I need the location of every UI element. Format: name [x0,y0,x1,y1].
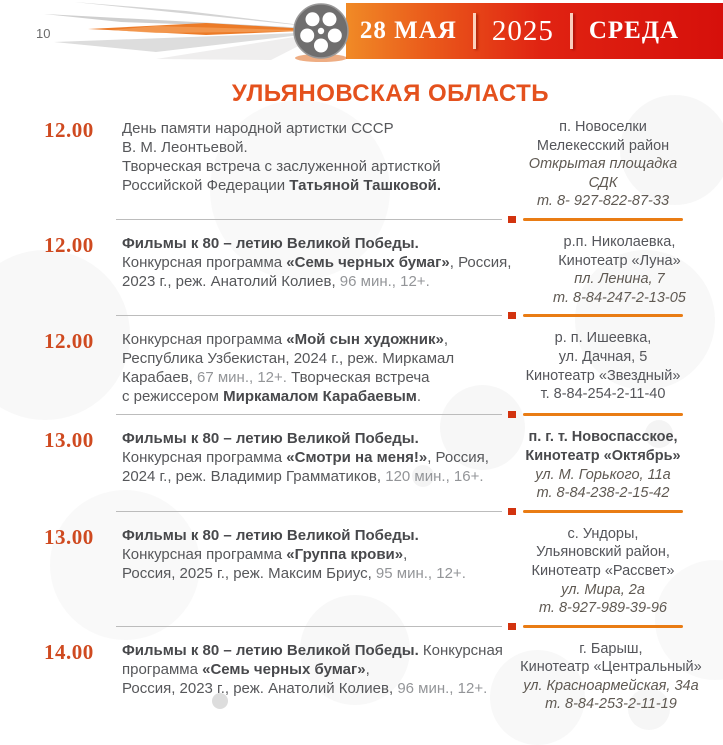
description-segment: Конкурсная программа [122,449,287,467]
film-reel-icon [291,1,351,63]
event-divider [44,215,711,224]
location-line: п. Новоселки [559,119,647,135]
banner-separator [473,13,476,49]
event-time: 14.00 [44,639,94,664]
description-line [122,272,511,291]
description-segment: Конкурсная [418,641,503,659]
description-segment: 67 мин., 12+. [197,369,287,387]
event-divider [44,311,711,320]
location-line: г. Барыш, [579,640,643,657]
description-line [122,448,495,467]
event-divider [44,622,711,631]
page-number: 10 [36,26,51,41]
description-segment: Миркамалом Карабаевым [223,388,417,406]
description-line [122,679,503,698]
location-line: т. 8-84-254-2-11-40 [540,386,666,403]
location-line: пл. Ленина, 7 [574,271,665,288]
description-line [122,330,495,349]
description-segment: с режиссером [122,388,224,406]
event-description [118,329,495,406]
description-segment: Российской Федерации [122,177,290,194]
location-line: р.п. Николаевка, [563,233,676,250]
description-line [122,157,495,176]
page-header [0,0,723,64]
region-title: УЛЬЯНОВСКАЯ ОБЛАСТЬ [231,80,550,107]
description-segment: Россия, 2025 г., реж. Максим Бриус, [122,564,376,582]
event-time: 12.00 [44,329,94,354]
description-segment: . [416,388,422,406]
event-row [44,428,711,502]
description-segment: День памяти народной артистки СССР [122,120,394,137]
location-line: т. 8-927-989-39-96 [539,600,667,617]
location-line: Кинотеатр «Центральный» [520,659,702,676]
description-segment: Республика Узбекистан, 2024 г., реж. Миркамал [122,350,455,368]
divider-orange-line [523,625,683,628]
location-line: ул. Мира, 2а [561,581,645,598]
divider-orange-line [523,510,683,513]
event-description [118,118,495,195]
banner-separator [570,13,573,49]
banner-weekday: СРЕДА [588,17,680,44]
description-segment: Конкурсная программа [122,253,287,271]
divider-orange-line [523,218,683,221]
description-segment: В. М. Леонтьевой. [122,139,248,156]
description-segment: «Группа крови» [286,545,404,563]
divider-square-marker [508,312,516,319]
divider-gray-line [116,315,502,316]
description-segment: Творческая встреча с заслуженной артисткой [122,158,441,175]
description-segment: Татьяной Ташковой. [289,177,442,194]
description-segment: «Мой сын художник» [286,331,444,349]
description-line [122,526,495,545]
event-description [118,640,503,698]
location-line: т. 8-84-247-2-13-05 [553,289,686,306]
description-line [122,545,495,564]
description-line [122,119,495,138]
event-time: 13.00 [44,524,94,549]
divider-gray-line [116,626,502,627]
event-time: 13.00 [44,428,94,453]
description-segment: Конкурсная программа [122,331,287,349]
description-segment: Творческая встреча [286,369,430,387]
event-time: 12.00 [44,118,94,142]
description-segment: «Семь черных бумаг» [202,660,366,678]
description-segment: Фильмы к 80 – летию Великой Победы. [122,234,419,252]
description-line [122,176,495,195]
location-line: Кинотеатр «Октябрь» [525,447,681,464]
divider-gray-line [116,511,502,512]
banner-date: 28 МАЯ [359,17,457,44]
location-line: Кинотеатр «Луна» [558,252,681,269]
description-line [122,368,495,387]
description-line [122,641,503,660]
divider-square-marker [508,411,516,418]
location-line: Ульяновский район, [536,544,670,561]
description-segment: 2023 г., реж. Анатолий Колиев, [122,272,340,290]
event-row [44,233,711,307]
description-line [122,349,495,368]
description-segment: Конкурсная программа [122,545,287,563]
location-line: ул. Красноармейская, 34а [523,677,699,694]
event-location [495,118,711,211]
divider-square-marker [508,216,516,223]
location-line: т. 8-84-253-2-11-19 [545,696,677,713]
event-divider [44,410,711,419]
event-row [44,329,711,406]
divider-square-marker [508,508,516,515]
description-segment: Фильмы к 80 – летию Великой Победы. [122,430,419,448]
event-location [503,640,719,714]
location-line: п. г. т. Новоспасское, [528,429,678,446]
description-line [122,429,495,448]
description-line [122,660,503,679]
description-segment: программа [122,660,203,678]
event-row [44,640,711,714]
divider-square-marker [508,623,516,630]
description-segment: Фильмы к 80 – летию Великой Победы. [122,526,419,544]
description-segment: , Россия, [449,253,512,271]
header-banner [346,3,723,59]
event-row [44,525,711,618]
event-location [495,525,711,618]
location-line: Кинотеатр «Звездный» [525,367,681,384]
description-segment: Карабаев, [122,369,197,387]
divider-gray-line [116,219,502,220]
location-line: с. Ундоры, [567,525,639,542]
description-segment: 96 мин., 12+. [397,679,488,697]
event-description [118,428,495,486]
description-line [122,387,495,406]
description-segment: 120 мин., 16+. [385,468,484,486]
description-line [122,234,511,253]
divider-orange-line [523,314,683,317]
divider-orange-line [523,413,683,416]
event-description [118,525,495,583]
divider-gray-line [116,414,502,415]
event-divider [44,507,711,516]
description-segment: , [403,545,408,563]
description-segment: 96 мин., 12+. [339,272,430,290]
description-segment: «Семь черных бумаг» [286,253,450,271]
description-segment: «Смотри на меня!» [286,449,428,467]
description-segment: Фильмы к 80 – летию Великой Победы. [122,641,419,659]
description-segment: 95 мин., 12+. [375,564,466,582]
events-list [0,118,723,714]
banner-year: 2025 [491,14,554,47]
description-line [122,253,511,272]
description-line [122,138,495,157]
description-segment: , [365,660,370,678]
description-line [122,564,495,583]
location-line: СДК [588,174,618,191]
location-line: т. 8-84-238-2-15-42 [536,485,670,502]
location-line: Мелекесский район [536,137,670,154]
location-line: ул. Дачная, 5 [558,348,648,365]
location-line: т. 8- 927-822-87-33 [536,193,670,210]
description-segment: 2024 г., реж. Владимир Грамматиков, [122,468,386,486]
location-line: Кинотеатр «Рассвет» [531,562,675,579]
description-line [122,467,495,486]
description-segment: , Россия, [427,449,489,467]
event-row [44,118,711,211]
event-location [511,233,723,307]
sunburst-rays-icon [36,2,328,62]
location-line: р. п. Ишеевка, [554,330,652,347]
event-location [495,329,711,403]
description-segment: Россия, 2023 г., реж. Анатолий Колиев, [122,679,398,697]
event-location [495,428,711,502]
event-time: 12.00 [44,232,94,257]
location-line: ул. М. Горького, 11а [535,466,671,483]
location-line: Открытая площадка [528,156,678,173]
description-segment: , [443,331,448,349]
event-description [118,233,511,291]
